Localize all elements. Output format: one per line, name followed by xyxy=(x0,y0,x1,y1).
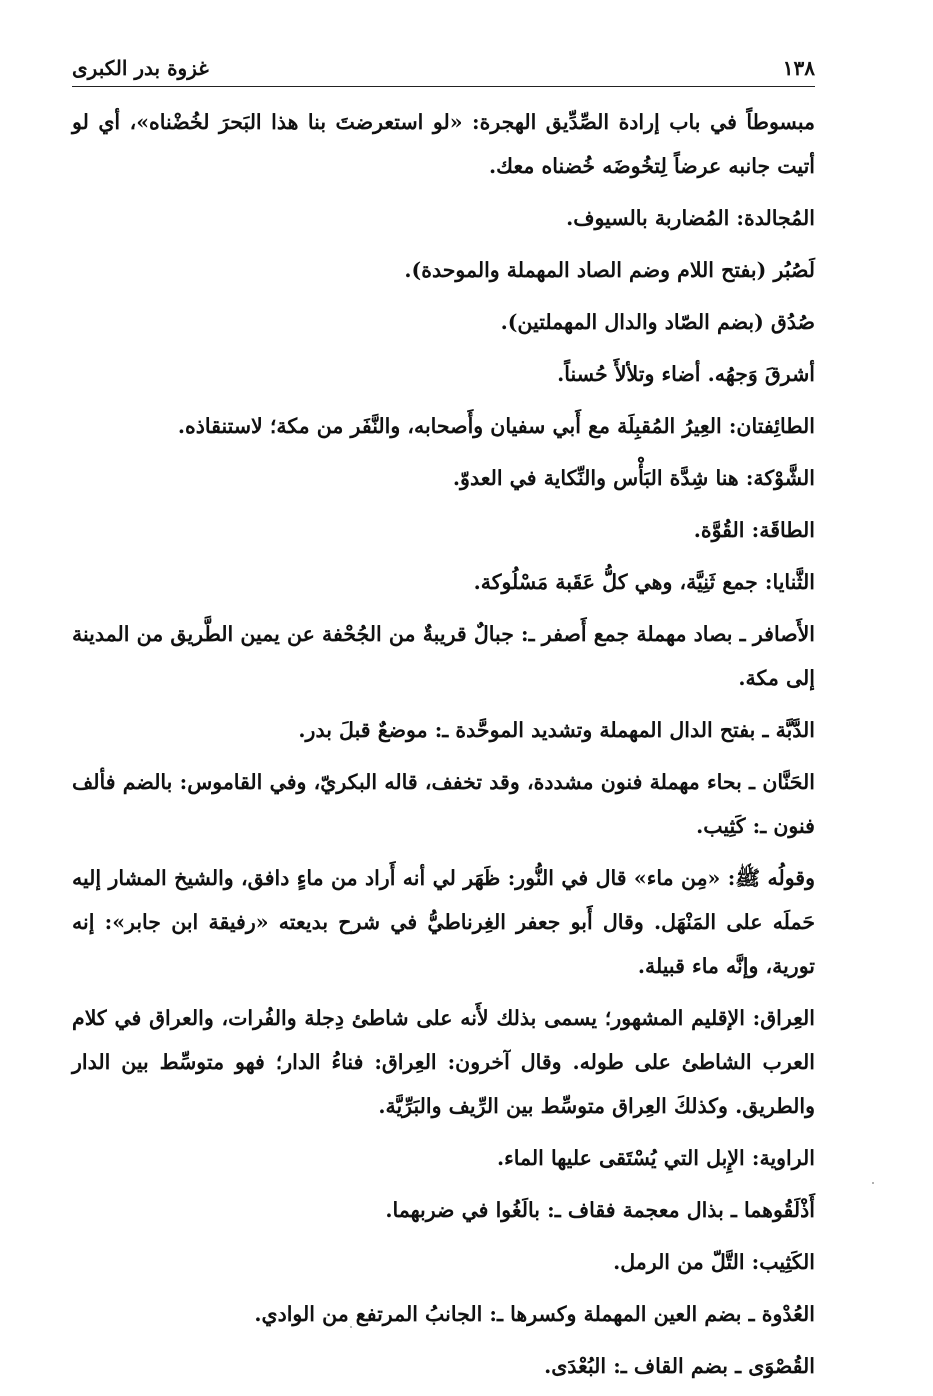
entry-min-maa: وقولُه ﷺ: «مِن ماء» قال في النُّور: ظَهَر لي أنه أَراد من ماءٍ دافق، والشيخ المشار إليه حَملَه على المَنْهَل. وقال أَبو جعفر الغِرناطيُّ في شرح بديعته «رفيقة ابن جابر»: إنه تورية، وإنَّه ماء قبيلة. xyxy=(72,866,815,978)
running-header xyxy=(72,50,815,87)
paragraph-continued: مبسوطاً في باب إرادة الصِّدِّيق الهجرة: «لو استعرضتَ بنا هذا البَحرَ لخُضْناه»، أي لو أتيت جانبه عرضاً لِتخُوضَه خُضناه معك. xyxy=(72,110,815,178)
entry-qaswa: القُصْوَى ـ بضم القاف ـ: البُعْدَى. xyxy=(544,1354,815,1378)
entry-kathib: الكَثِيب: التَّلّ من الرمل. xyxy=(613,1250,815,1274)
entry-udwa: العُدْوة ـ بضم العين المهملة وكسرها ـ: الجانبُ المرتفع من الوادي. xyxy=(254,1302,815,1326)
entry-asafir: الأَصافر ـ بصاد مهملة جمع أَصفر ـ: جبالٌ قريبةٌ من الجُحْفة عن يمين الطَّريق من المدينة إلى مكة. xyxy=(72,622,815,690)
glossary-body xyxy=(72,100,815,1396)
scan-speck xyxy=(872,1182,874,1184)
entry-rawiya: الراوية: الإِبل التي يُسْتَقى عليها الماء. xyxy=(497,1146,815,1170)
entry-hannan: الحَنَّان ـ بحاء مهملة فنون مشددة، وقد تخفف، قاله البكريّ، وفي القاموس: بالضم فألف فنون ـ: كَثِيب. xyxy=(72,770,815,838)
chapter-title: غزوة بدر الكبرى xyxy=(72,56,209,80)
page-number: ١٣٨ xyxy=(782,56,815,80)
entry-adhlaquhuma: أَذْلَقُوهما ـ بذال معجمة فقاف ـ: بالَغُوا في ضربهما. xyxy=(385,1198,815,1222)
entry-shawka: الشَّوْكة: هنا شِدَّة البَأْس والنِّكاية في العدوّ. xyxy=(452,466,815,490)
entry-suduq: صُدُق (بضم الصّاد والدال المهملتين). xyxy=(500,310,815,334)
entry-taifatan: الطائِفتان: العِيرُ المُقبِلَة مع أَبي سفيان وأَصحابه، والنَّفَر من مكة؛ لاستنقاذه. xyxy=(177,414,815,438)
entry-mujalada: المُجالدة: المُضاربة بالسيوف. xyxy=(566,206,815,230)
entry-lasubur: لَصُبُر (بفتح اللام وضم الصاد المهملة والموحدة). xyxy=(404,258,815,282)
scan-speck xyxy=(350,1326,352,1328)
entry-iraq: العِراق: الإقليم المشهور؛ يسمى بذلك لأَنه على شاطئ دِجلة والفُرات، والعراق في كلام العرب الشاطئ على طوله. وقال آخرون: العِراق: فناءُ الدار؛ فهو متوسِّط بين الدار والطريق. وكذلكَ العِراق متوسِّط بين الرِّيف والبَرِّيَّة. xyxy=(72,1006,815,1118)
entry-taqa: الطاقَة: القُوَّة. xyxy=(693,518,815,542)
entry-dabba: الدَّبَّة ـ بفتح الدال المهملة وتشديد الموحَّدة ـ: موضعٌ قبلَ بدر. xyxy=(298,718,815,742)
entry-thanaya: الثَّنايا: جمع ثَنِيَّة، وهي كلُّ عَقَبة مَسْلُوكة. xyxy=(473,570,815,594)
entry-ashraqa: أشرقَ وَجهُه. أضاء وتلألأَ حُسناً. xyxy=(557,362,815,386)
